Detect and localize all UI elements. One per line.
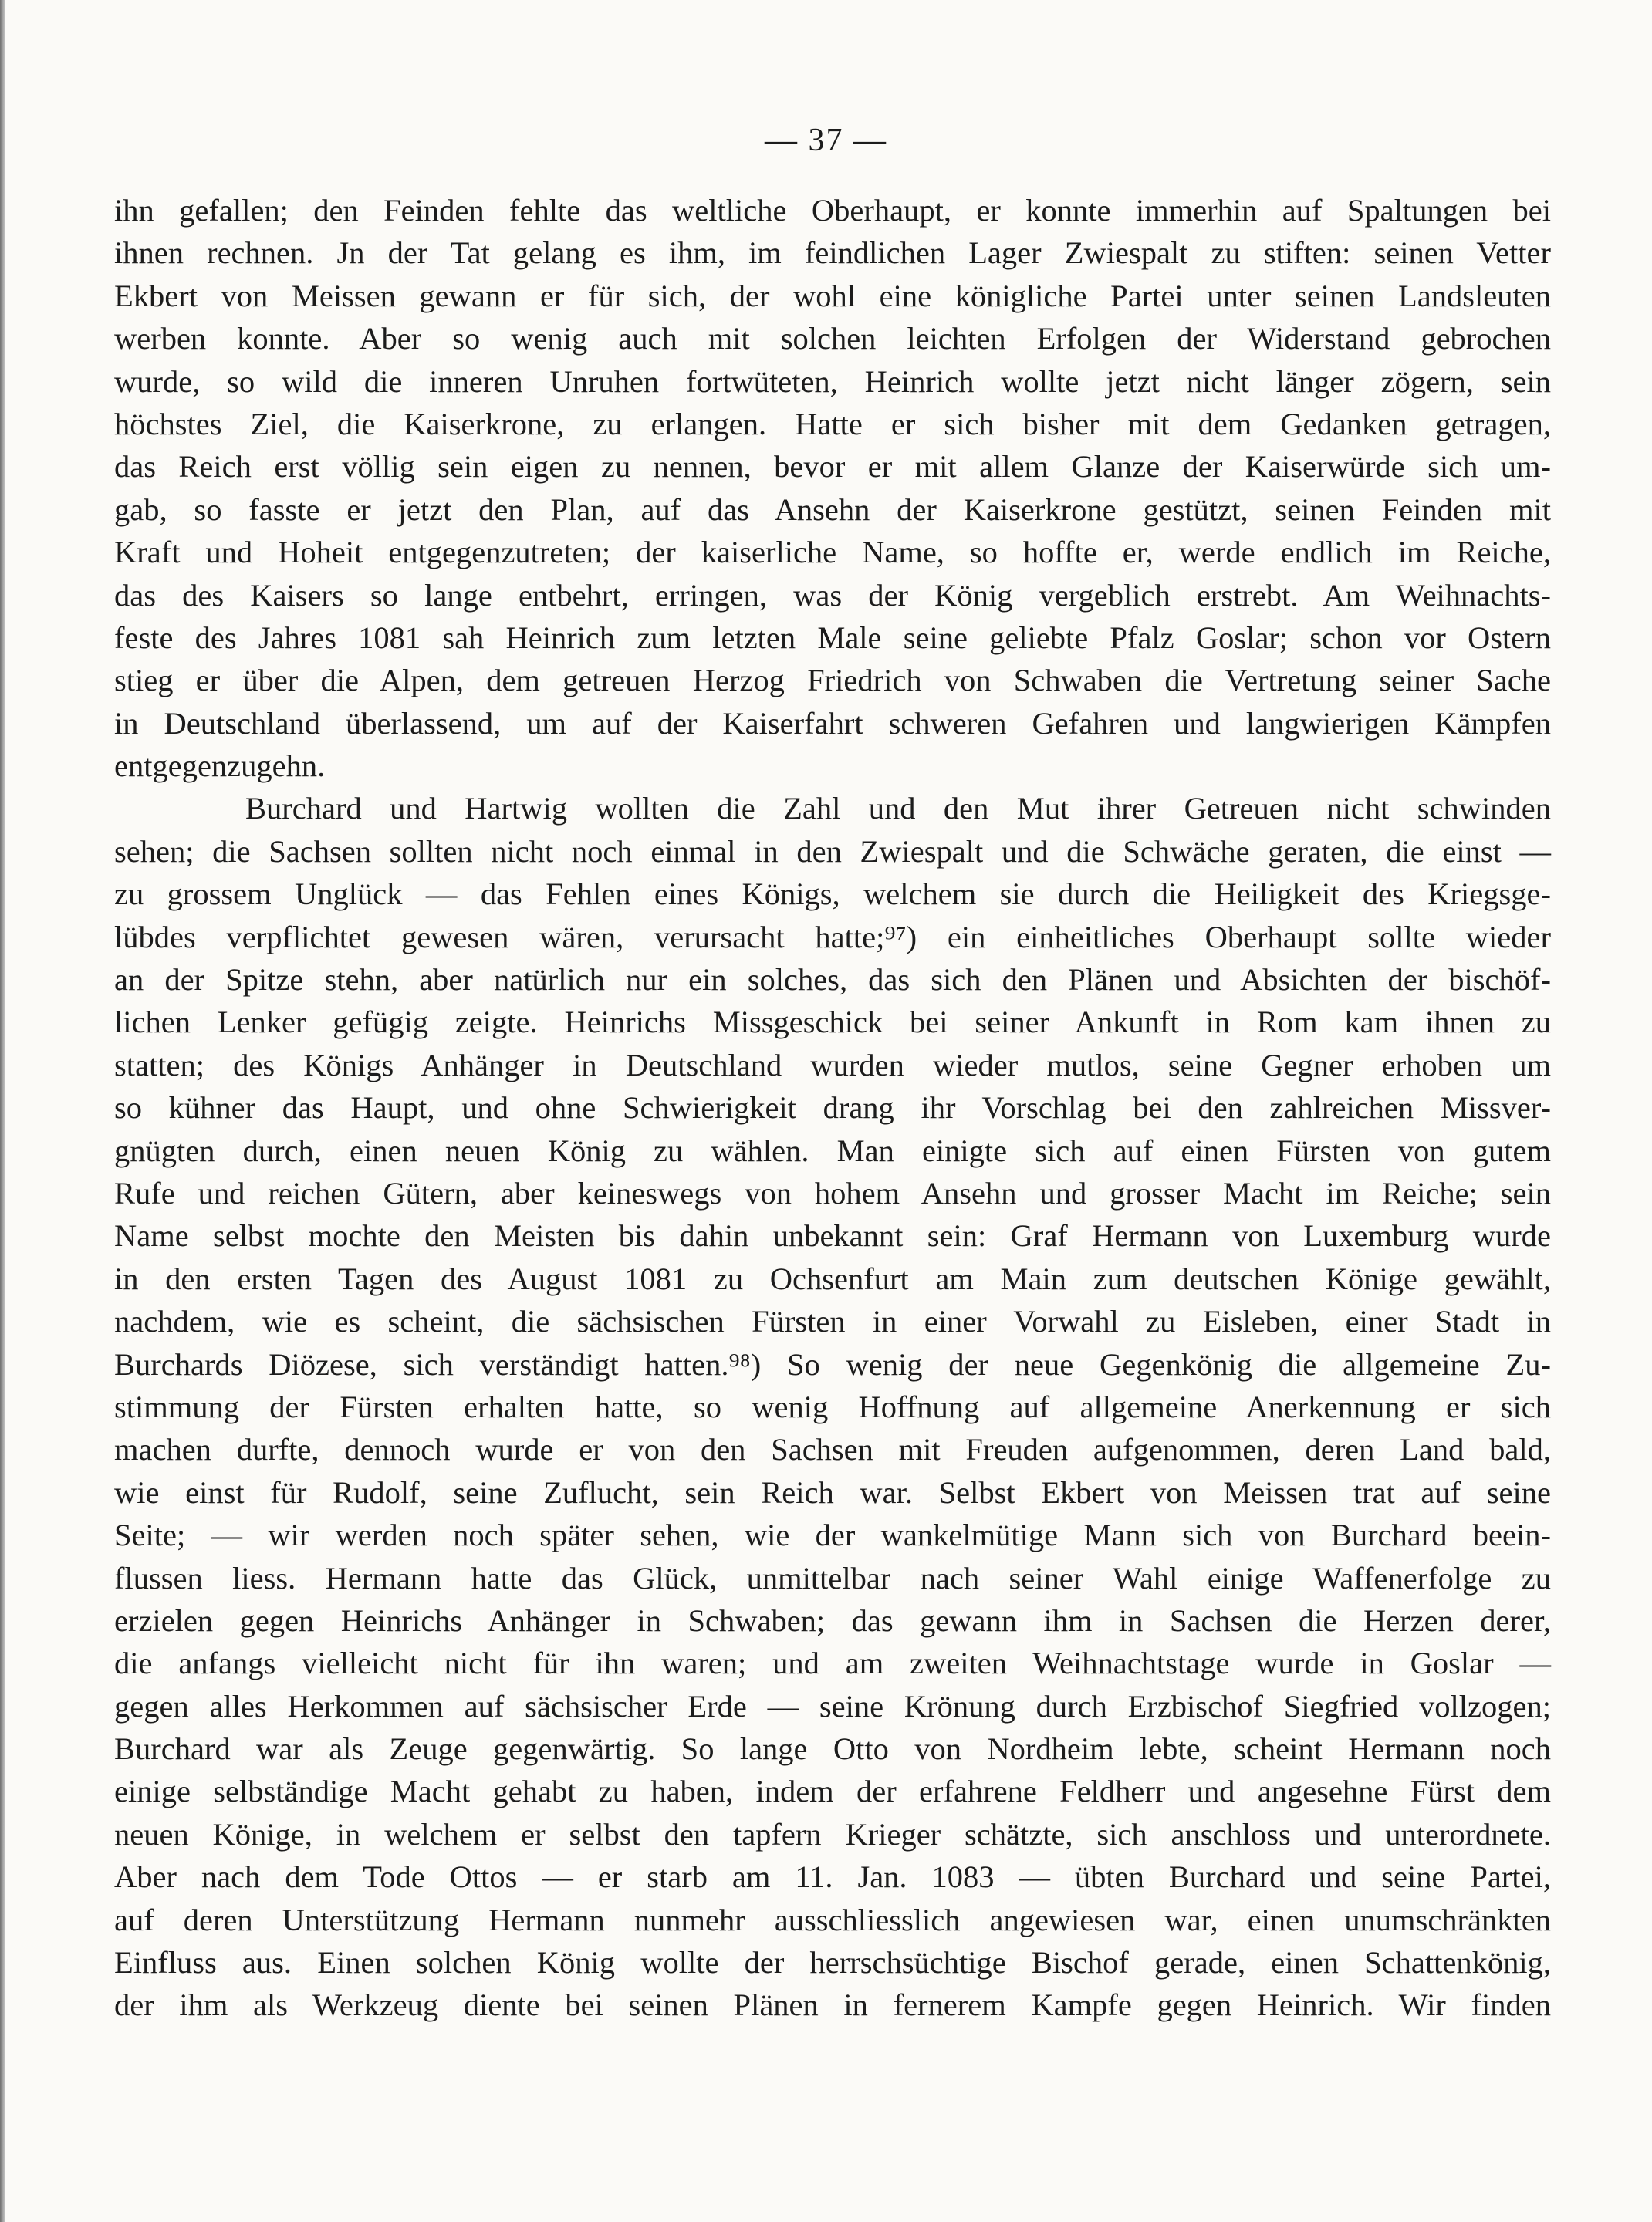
text-line: ihnen rechnen. Jn der Tat gelang es ihm, im feindlichen Lager Zwiespalt zu stiften: seinen Vetter xyxy=(114,235,1551,271)
text-line: Rufe und reichen Gütern, aber keineswegs von hohem Ansehn und grosser Macht im Reiche; sein xyxy=(114,1175,1551,1211)
text-line: machen durfte, dennoch wurde er von den Sachsen mit Freuden aufgenommen, deren Land bald, xyxy=(114,1432,1551,1467)
text-line: neuen Könige, in welchem er selbst den tapfern Krieger schätzte, sich anschloss und unterordnete. xyxy=(114,1816,1551,1852)
text-line: Kraft und Hoheit entgegenzutreten; der kaiserliche Name, so hoffte er, werde endlich im Reiche, xyxy=(114,535,1551,570)
text-line: wie einst für Rudolf, seine Zuflucht, sein Reich war. Selbst Ekbert von Meissen trat auf seine xyxy=(114,1474,1551,1510)
text-line: Aber nach dem Tode Ottos — er starb am 11. Jan. 1083 — übten Burchard und seine Partei, xyxy=(114,1859,1551,1895)
paragraph-start-line: Burchard und Hartwig wollten die Zahl und den Mut ihrer Getreuen nicht schwinden xyxy=(245,791,1551,826)
text-line: nachdem, wie es scheint, die sächsischen Fürsten in einer Vorwahl zu Eisleben, einer Stadt in xyxy=(114,1304,1551,1339)
text-line: höchstes Ziel, die Kaiserkrone, zu erlangen. Hatte er sich bisher mit dem Gedanken getragen, xyxy=(114,406,1551,441)
text-line: werben konnte. Aber so wenig auch mit solchen leichten Erfolgen der Widerstand gebrochen xyxy=(114,321,1551,356)
text-line: der ihm als Werkzeug diente bei seinen Plänen in fernerem Kampfe gegen Heinrich. Wir finden xyxy=(114,1987,1551,2023)
text-line: gab, so fasste er jetzt den Plan, auf das Ansehn der Kaiserkrone gestützt, seinen Feinden mit xyxy=(114,491,1551,527)
text-line: Seite; — wir werden noch später sehen, wie der wankelmütige Mann sich von Burchard beein- xyxy=(114,1518,1551,1553)
text-line-with-footnote-97: lübdes verpflichtet gewesen wären, verursacht hatte;⁹⁷) ein einheitliches Oberhaupt sollte wieder xyxy=(114,919,1551,954)
text-line: sehen; die Sachsen sollten nicht noch einmal in den Zwiespalt und die Schwäche geraten, die einst — xyxy=(114,833,1551,869)
text-line: feste des Jahres 1081 sah Heinrich zum letzten Male seine geliebte Pfalz Goslar; schon vor Ostern xyxy=(114,620,1551,655)
text-line: ihn gefallen; den Feinden fehlte das weltliche Oberhaupt, er konnte immerhin auf Spaltungen bei xyxy=(114,193,1551,228)
text-line: Ekbert von Meissen gewann er für sich, der wohl eine königliche Partei unter seinen Landsleuten xyxy=(114,278,1551,313)
text-line: Einfluss aus. Einen solchen König wollte der herrschsüchtige Bischof gerade, einen Schattenkönig, xyxy=(114,1945,1551,1981)
text-line: in Deutschland überlassend, um auf der Kaiserfahrt schweren Gefahren und langwierigen Kämpfen xyxy=(114,705,1551,741)
text-line: auf deren Unterstützung Hermann nunmehr ausschliesslich angewiesen war, einen unumschränkten xyxy=(114,1902,1551,1937)
page-number: — 37 — xyxy=(765,123,887,158)
text-line: stieg er über die Alpen, dem getreuen Herzog Friedrich von Schwaben die Vertretung seiner Sache xyxy=(114,663,1551,698)
text-line: stimmung der Fürsten erhalten hatte, so wenig Hoffnung auf allgemeine Anerkennung er sich xyxy=(114,1389,1551,1424)
text-line: erzielen gegen Heinrichs Anhänger in Schwaben; das gewann ihm in Sachsen die Herzen derer, xyxy=(114,1602,1551,1638)
text-line: lichen Lenker gefügig zeigte. Heinrichs Missgeschick bei seiner Ankunft in Rom kam ihnen zu xyxy=(114,1005,1551,1040)
text-line: statten; des Königs Anhänger in Deutschland wurden wieder mutlos, seine Gegner erhoben um xyxy=(114,1047,1551,1082)
text-line: Burchard war als Zeuge gegenwärtig. So lange Otto von Nordheim lebte, scheint Hermann noch xyxy=(114,1731,1551,1767)
text-line: gegen alles Herkommen auf sächsischer Erde — seine Krönung durch Erzbischof Siegfried vollzogen; xyxy=(114,1688,1551,1724)
text-line-with-footnote-98: Burchards Diözese, sich verständigt hatten.⁹⁸) So wenig der neue Gegenkönig die allgemeine Zu- xyxy=(114,1346,1551,1382)
paragraph-end-line: entgegenzugehn. xyxy=(114,748,326,784)
text-line: flussen liess. Hermann hatte das Glück, unmittelbar nach seiner Wahl einige Waffenerfolge zu xyxy=(114,1560,1551,1596)
text-line: das Reich erst völlig sein eigen zu nennen, bevor er mit allem Glanze der Kaiserwürde sich um- xyxy=(114,449,1551,485)
text-line: die anfangs vielleicht nicht für ihn waren; und am zweiten Weihnachtstage wurde in Goslar — xyxy=(114,1646,1551,1681)
text-line: an der Spitze stehn, aber natürlich nur ein solches, das sich den Plänen und Absichten der bischöf- xyxy=(114,962,1551,998)
text-line: wurde, so wild die inneren Unruhen fortwüteten, Heinrich wollte jetzt nicht länger zögern, sein xyxy=(114,363,1551,399)
text-line: in den ersten Tagen des August 1081 zu Ochsenfurt am Main zum deutschen Könige gewählt, xyxy=(114,1261,1551,1296)
text-line: zu grossem Unglück — das Fehlen eines Königs, welchem sie durch die Heiligkeit des Kriegsge- xyxy=(114,876,1551,912)
text-line: das des Kaisers so lange entbehrt, erringen, was der König vergeblich erstrebt. Am Weihnachts- xyxy=(114,577,1551,613)
binding-edge-shadow xyxy=(0,0,5,2222)
text-line: so kühner das Haupt, und ohne Schwierigkeit drang ihr Vorschlag bei den zahlreichen Missver- xyxy=(114,1090,1551,1126)
body-text xyxy=(114,189,1551,2027)
text-line: einige selbständige Macht gehabt zu haben, indem der erfahrene Feldherr und angesehne Fürst dem xyxy=(114,1774,1551,1809)
text-line: gnügten durch, einen neuen König zu wählen. Man einigte sich auf einen Fürsten von gutem xyxy=(114,1133,1551,1168)
text-line: Name selbst mochte den Meisten bis dahin unbekannt sein: Graf Hermann von Luxemburg wurde xyxy=(114,1218,1551,1254)
